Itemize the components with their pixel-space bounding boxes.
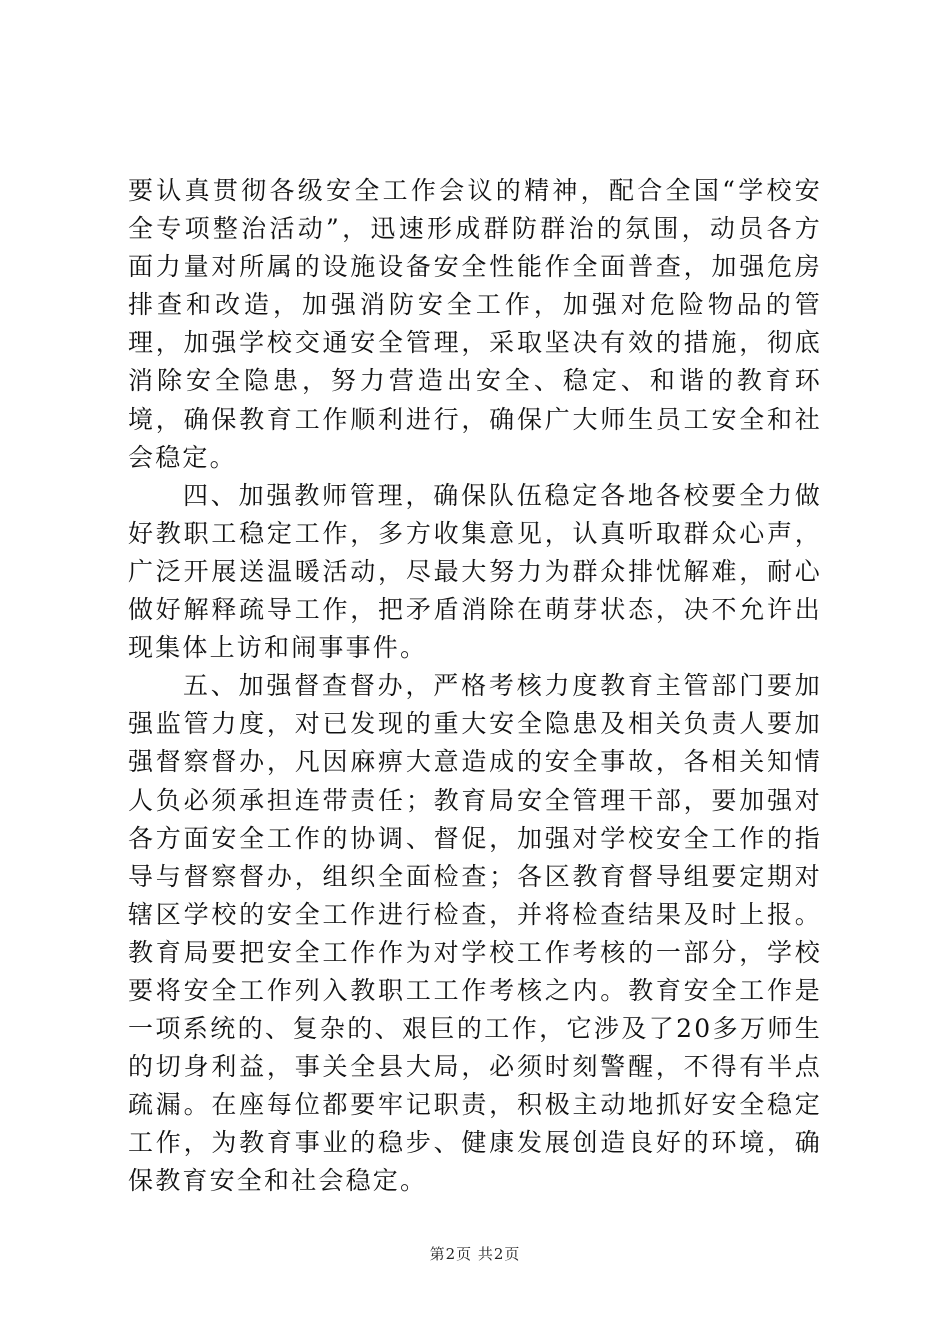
paragraph-section-four: 四、加强教师管理，确保队伍稳定各地各校要全力做好教职工稳定工作，多方收集意见，认真听取群众心声，广泛开展送温暖活动，尽最大努力为群众排忧解难，耐心做好解释疏导工作，把矛盾消除在萌芽状态，决不允许出现集体上访和闹事事件。 <box>128 480 822 663</box>
page-number-footer: 第2页 共2页 <box>429 1245 521 1263</box>
document-body <box>128 172 822 1201</box>
paragraph-continuation: 要认真贯彻各级安全工作会议的精神，配合全国“学校安全专项整治活动”，迅速形成群防群治的氛围，动员各方面力量对所属的设施设备安全性能作全面普查，加强危房排查和改造，加强消防安全工作，加强对危险物品的管理，加强学校交通安全管理，采取坚决有效的措施，彻底消除安全隐患，努力营造出安全、稳定、和谐的教育环境，确保教育工作顺利进行，确保广大师生员工安全和社会稳定。 <box>128 176 822 472</box>
paragraph-section-five: 五、加强督查督办，严格考核力度教育主管部门要加强监管力度，对已发现的重大安全隐患及相关负责人要加强督察督办，凡因麻痹大意造成的安全事故，各相关知情人负必须承担连带责任；教育局安全管理干部，要加强对各方面安全工作的协调、督促，加强对学校安全工作的指导与督察督办，组织全面检查；各区教育督导组要定期对辖区学校的安全工作进行检查，并将检查结果及时上报。教育局要把安全工作作为对学校工作考核的一部分，学校要将安全工作列入教职工工作考核之内。教育安全工作是一项系统的、复杂的、艰巨的工作，它涉及了20多万师生的切身利益，事关全县大局，必须时刻警醒，不得有半点疏漏。在座每位都要牢记职责，积极主动地抓好安全稳定工作，为教育事业的稳步、健康发展创造良好的环境，确保教育安全和社会稳定。 <box>128 671 822 1196</box>
